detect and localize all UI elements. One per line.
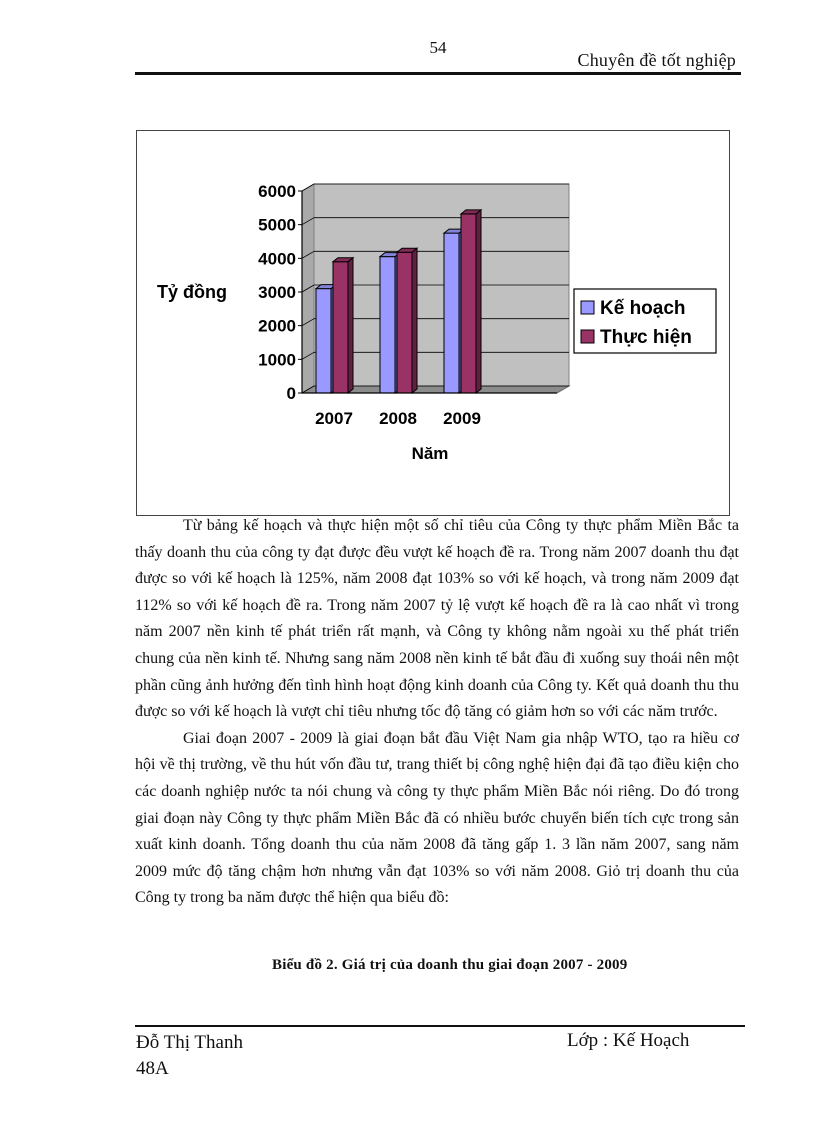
y-tick-label: 0 bbox=[286, 384, 296, 403]
y-axis-title: Tỷ đồng bbox=[157, 282, 227, 302]
header-divider bbox=[135, 72, 741, 75]
page-number: 54 bbox=[429, 38, 447, 57]
x-tick-label: 2009 bbox=[443, 409, 481, 428]
bar-Thực hiện bbox=[333, 262, 348, 393]
footer-class: Lớp : Kế Hoạch bbox=[567, 1030, 690, 1051]
legend-label: Thực hiện bbox=[600, 327, 692, 348]
x-tick-label: 2007 bbox=[315, 409, 353, 428]
y-tick-label: 1000 bbox=[258, 350, 296, 370]
bar-Kế hoạch bbox=[316, 289, 331, 393]
document-title: Chuyên đề tốt nghiệp bbox=[577, 50, 736, 70]
bar-Thực hiện bbox=[397, 252, 412, 393]
author-name: Đỗ Thị Thanh bbox=[136, 1032, 243, 1053]
y-tick-label: 3000 bbox=[258, 283, 296, 302]
y-tick-label: 5000 bbox=[258, 215, 296, 235]
revenue-bar-chart bbox=[137, 131, 731, 517]
bar-Kế hoạch bbox=[380, 257, 395, 393]
bar-side bbox=[476, 210, 481, 393]
author-cohort: 48A bbox=[136, 1058, 169, 1079]
legend-swatch bbox=[581, 330, 594, 343]
footer-divider bbox=[135, 1025, 745, 1027]
figure-caption: Biểu đồ 2. Giá trị của doanh thu giai đoạn 2007 - 2009 bbox=[272, 957, 628, 973]
paragraph: Từ bảng kế hoạch và thực hiện một số chỉ tiêu của Công ty thực phẩm Miền Bắc ta thấy doanh thu của công ty đạt được đều vượt kế hoạch đề ra. Trong năm 2007 doanh thu đạt được so với kế hoạch là 125%, năm 2008 đạt 103% so với kế hoạch, và trong năm 2009 đạt 112% so với kế hoạch đề ra. Trong năm 2007 tỷ lệ vượt kế hoạch đề ra là cao nhất vì trong năm 2007 nền kinh tế phát triển rất mạnh, và Công ty không nằm ngoài xu thế phát triển chung của nền kinh tế. Nhưng sang năm 2008 nền kinh tế bắt đầu đi xuống suy thoái nên một phần cũng ảnh hưởng đến tình hình hoạt động kinh doanh của Công ty. Kết quả doanh thu thu được so với kế hoạch là vượt chỉ tiêu nhưng tốc độ tăng có giảm hơn so với các năm trước. bbox=[135, 517, 739, 721]
bar-Thực hiện bbox=[461, 214, 476, 393]
y-tick-label: 6000 bbox=[258, 182, 296, 201]
y-tick-label: 2000 bbox=[258, 316, 296, 336]
footer-author bbox=[136, 1030, 243, 1082]
chart-legend bbox=[574, 289, 716, 353]
x-tick-label: 2008 bbox=[379, 409, 417, 428]
x-axis-title: Năm bbox=[411, 444, 449, 463]
paragraph: Giai đoạn 2007 - 2009 là giai đoạn bắt đầu Việt Nam gia nhập WTO, tạo ra hiều cơ hội về thị trường, về thu hút vốn đầu tư, trang thiết bị công nghệ hiện đại đã tạo điều kiện cho các doanh nghiệp nước ta nói chung và công ty thực phẩm Miền Bắc nói riêng. Do đó trong giai đoạn này Công ty thực phẩm Miền Bắc đã có nhiều bước chuyển biến tích cực trong sản xuất kinh doanh. Tổng doanh thu của năm 2008 đã tăng gấp 1. 3 lần năm 2007, sang năm 2009 mức độ tăng chậm hơn nhưng vẫn đạt 103% so với năm 2008. Giỏ trị doanh thu của Công ty trong ba năm được thể hiện qua biểu đồ: bbox=[135, 729, 739, 907]
bar-side bbox=[348, 258, 353, 393]
bar-side bbox=[412, 248, 417, 393]
body-text bbox=[135, 513, 739, 912]
chart-frame bbox=[136, 130, 730, 516]
legend-label: Kế hoạch bbox=[600, 298, 686, 319]
y-tick-label: 4000 bbox=[258, 249, 296, 269]
legend-swatch bbox=[581, 301, 594, 314]
bar-Kế hoạch bbox=[444, 233, 459, 393]
